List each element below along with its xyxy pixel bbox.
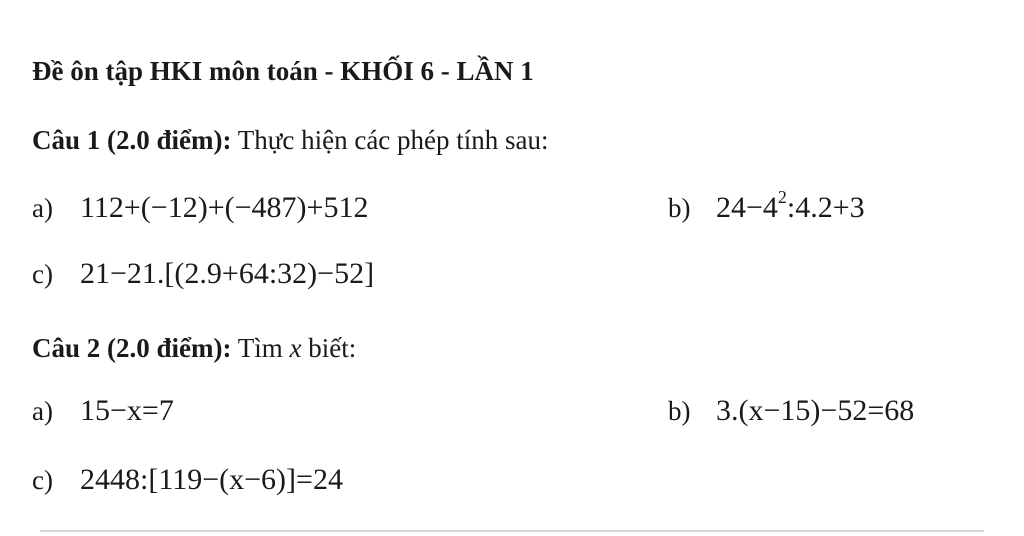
question-2-variable: x: [289, 333, 302, 363]
question-1-instruction: Thực hiện các phép tính sau:: [231, 125, 549, 155]
item-expression: 21−21.[(2.9+64:32)−52]: [80, 257, 375, 290]
item-expression: 15−x=7: [80, 394, 174, 427]
expression-rest: :4.2+3: [786, 191, 865, 224]
expression-exponent: 2: [777, 187, 787, 207]
question-2-instruction-end: biết:: [301, 333, 357, 363]
question-2-heading: [32, 335, 356, 362]
question-1-heading: [32, 127, 549, 154]
item-letter: c): [32, 465, 53, 495]
item-letter: a): [32, 396, 53, 426]
expression-base: 24−4: [716, 191, 778, 224]
question-1-label: Câu 1 (2.0 điểm):: [32, 125, 232, 155]
question-2-item-b: [668, 396, 914, 426]
item-expression: [716, 187, 865, 224]
question-2-item-a: [32, 396, 174, 426]
item-letter: b): [668, 396, 691, 426]
item-expression: 3.(x−15)−52=68: [716, 394, 915, 427]
question-2-item-c: [32, 465, 343, 495]
question-1-item-a: [32, 193, 368, 223]
page-bottom-divider: [40, 530, 984, 532]
page-title: Đề ôn tập HKI môn toán - KHỐI 6 - LẦN 1: [32, 56, 534, 86]
question-2-instruction-start: Tìm: [231, 333, 290, 363]
item-expression: 2448:[119−(x−6)]=24: [80, 463, 343, 496]
item-letter: c): [32, 259, 53, 289]
item-letter: b): [668, 193, 691, 223]
item-expression: 112+(−12)+(−487)+512: [80, 191, 369, 224]
question-2-label: Câu 2 (2.0 điểm):: [32, 333, 232, 363]
question-1-item-b: [668, 187, 865, 224]
item-letter: a): [32, 193, 53, 223]
question-1-item-c: [32, 259, 374, 289]
